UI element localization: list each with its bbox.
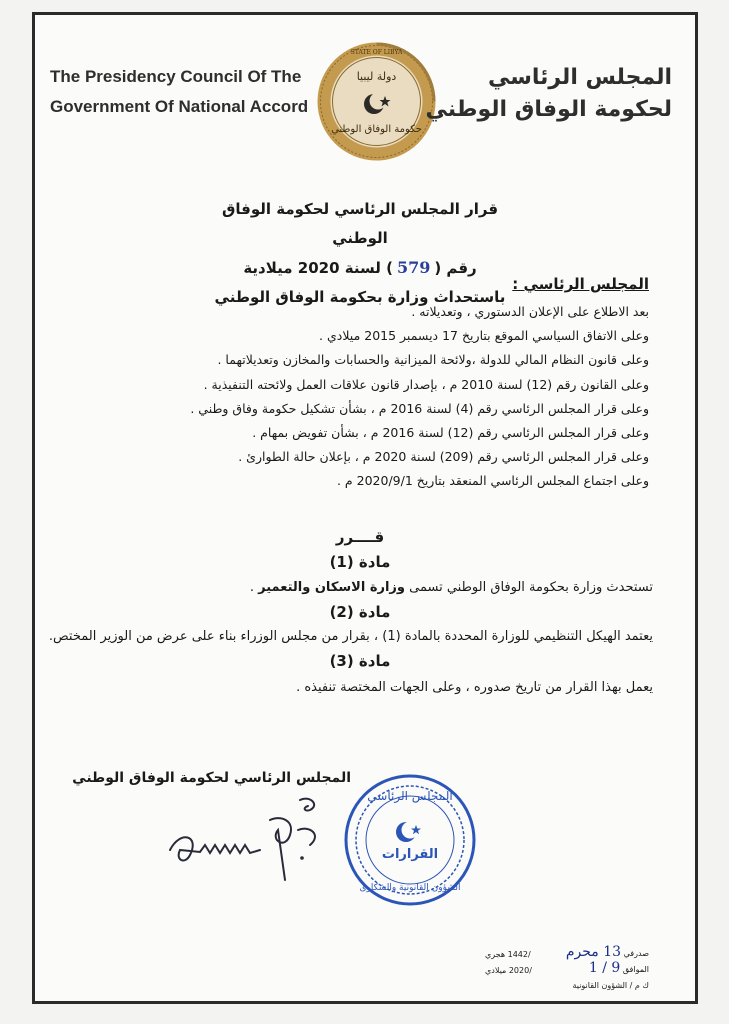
article-1-title: مادة (1): [329, 553, 391, 571]
clause-item: وعلى قرار المجلس الرئاسي رقم (4) لسنة 2016 م ، بشأن تشكيل حكومة وفاق وطني .: [190, 400, 649, 416]
footer-issued-label: صدرفي: [623, 949, 649, 958]
footer-date-handwritten: 9 / 1: [588, 960, 621, 976]
article-1-text: [63, 580, 653, 595]
article-3-title: مادة (3): [329, 652, 391, 670]
clause-item: وعلى الاتفاق السياسي الموقع بتاريخ 17 ديسمبر 2015 ميلادي .: [319, 328, 649, 344]
footer-hijri: /1442 هجري: [485, 950, 531, 959]
article-1-ministry-name: وزارة الاسكان والتعمير: [258, 580, 405, 595]
title-line2: [200, 253, 520, 283]
footer-issued-handwritten: 13 محرم: [565, 944, 622, 960]
footer-miladi: /2020 ميلادي: [485, 966, 532, 975]
decision-title-block: [200, 195, 520, 312]
arabic-header-line2: لحكومة الوفاق الوطني: [425, 97, 672, 122]
footer-issued-row: [566, 945, 649, 961]
arabic-header: [412, 62, 672, 126]
title-line3: باستحداث وزارة بحكومة الوفاق الوطني: [214, 288, 506, 306]
english-header-line2: Government Of National Accord: [50, 97, 309, 116]
footer-date-row: [566, 961, 649, 977]
signature-title: المجلس الرئاسي لحكومة الوفاق الوطني: [72, 770, 351, 786]
article-2-title: مادة (2): [329, 603, 391, 621]
article-1-text-prefix: تستحدث وزارة بحكومة الوفاق الوطني تسمى: [405, 580, 653, 595]
preamble-clauses: [129, 300, 649, 494]
title-line1: قرار المجلس الرئاسي لحكومة الوفاق الوطني: [221, 200, 499, 247]
english-header-line1: The Presidency Council Of The: [50, 67, 302, 86]
clause-item: وعلى القانون رقم (12) لسنة 2010 م ، بإصدار قانون علاقات العمل ولائحته التنفيذية .: [203, 376, 649, 392]
clause-item: بعد الاطلاع على الإعلان الدستوري ، وتعديلاته .: [411, 304, 649, 319]
clause-item: وعلى اجتماع المجلس الرئاسي المنعقد بتاريخ 2020/9/1 م .: [336, 473, 649, 489]
arabic-header-line1: المجلس الرئاسي: [487, 65, 672, 90]
decision-heading: قــــرر: [335, 528, 385, 546]
title-line2-suffix: ) لسنة 2020 ميلادية: [243, 259, 393, 277]
clause-item: وعلى قرار المجلس الرئاسي رقم (209) لسنة 2020 م ، بإعلان حالة الطوارئ .: [238, 449, 649, 465]
article-3-text: يعمل بهذا القرار من تاريخ صدوره ، وعلى الجهات المختصة تنفيذه .: [296, 680, 653, 695]
svg-text:القرارات: القرارات: [381, 847, 439, 862]
footer-date-label: الموافق: [622, 965, 649, 974]
article-2-text: يعتمد الهيكل التنظيمي للوزارة المحددة بالمادة (1) ، بقرار من مجلس الوزراء بناء على عرض من الوزير المختص.: [48, 629, 653, 644]
svg-text:الشؤون القانونية والشكاوى: الشؤون القانونية والشكاوى: [359, 883, 461, 893]
english-header: [50, 62, 310, 122]
council-label: المجلس الرئاسي :: [512, 275, 649, 293]
svg-text:دولة ليبيا: دولة ليبيا: [356, 70, 397, 83]
footer-ministry-line: ك م / الشؤون القانونية: [572, 981, 649, 990]
title-line2-prefix: رقم (: [434, 259, 477, 277]
official-stamp: [340, 770, 480, 910]
svg-text:STATE OF LIBYA: STATE OF LIBYA: [350, 49, 403, 56]
footer-ref-block: [566, 945, 649, 977]
clause-item: وعلى قرار المجلس الرئاسي رقم (12) لسنة 2016 م ، بشأن تفويض بمهام .: [252, 425, 649, 441]
handwritten-signature: [160, 790, 360, 900]
article-1-text-suffix: .: [249, 580, 259, 595]
decision-number: 579: [396, 258, 431, 277]
svg-text:المجلس الرئاسي: المجلس الرئاسي: [367, 789, 453, 803]
clause-item: وعلى قانون النظام المالي للدولة ،ولائحة الميزانية والحسابات والمخازن وتعديلاتهما .: [217, 352, 649, 368]
svg-text:حكومة الوفاق الوطني: حكومة الوفاق الوطني: [331, 124, 422, 135]
